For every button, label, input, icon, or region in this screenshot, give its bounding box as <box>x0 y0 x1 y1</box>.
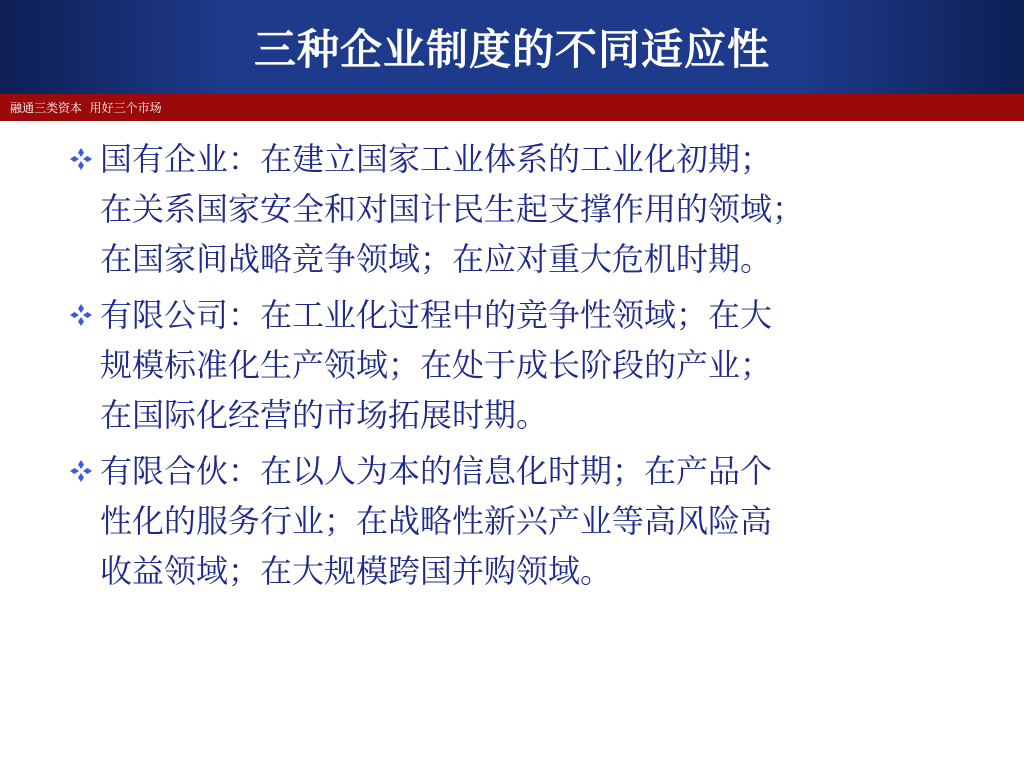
bullet-line: 收益领域；在大规模跨国并购领域。 <box>100 552 613 590</box>
bullet-item <box>62 446 962 596</box>
bullet-line: 国有企业：在建立国家工业体系的工业化初期； <box>100 140 773 178</box>
slide-title: 三种企业制度的不同适应性 <box>253 25 770 74</box>
bullet-text <box>100 134 804 284</box>
bullet-line: 在关系国家安全和对国计民生起支撑作用的领域； <box>100 190 805 228</box>
diamond-bullet-icon <box>62 290 100 340</box>
bullet-line: 在国家间战略竞争领域；在应对重大危机时期。 <box>100 240 773 278</box>
bullet-line: 在国际化经营的市场拓展时期。 <box>100 396 549 434</box>
diamond-bullet-icon <box>62 134 100 184</box>
title-bar <box>0 0 1024 94</box>
bullet-item <box>62 134 962 284</box>
bullet-line: 规模标准化生产领域；在处于成长阶段的产业； <box>100 346 773 384</box>
subtitle-bar <box>0 94 1024 121</box>
bullet-line: 有限公司：在工业化过程中的竞争性领域；在大 <box>100 296 773 334</box>
bullet-text <box>100 290 772 440</box>
slide-content <box>62 134 962 602</box>
diamond-bullet-icon <box>62 446 100 496</box>
bullet-text <box>100 446 772 596</box>
slide-subtitle: 融通三类资本 用好三个市场 <box>10 101 162 115</box>
bullet-item <box>62 290 962 440</box>
bullet-line: 性化的服务行业；在战略性新兴产业等高风险高 <box>100 502 773 540</box>
bullet-line: 有限合伙：在以人为本的信息化时期；在产品个 <box>100 452 773 490</box>
